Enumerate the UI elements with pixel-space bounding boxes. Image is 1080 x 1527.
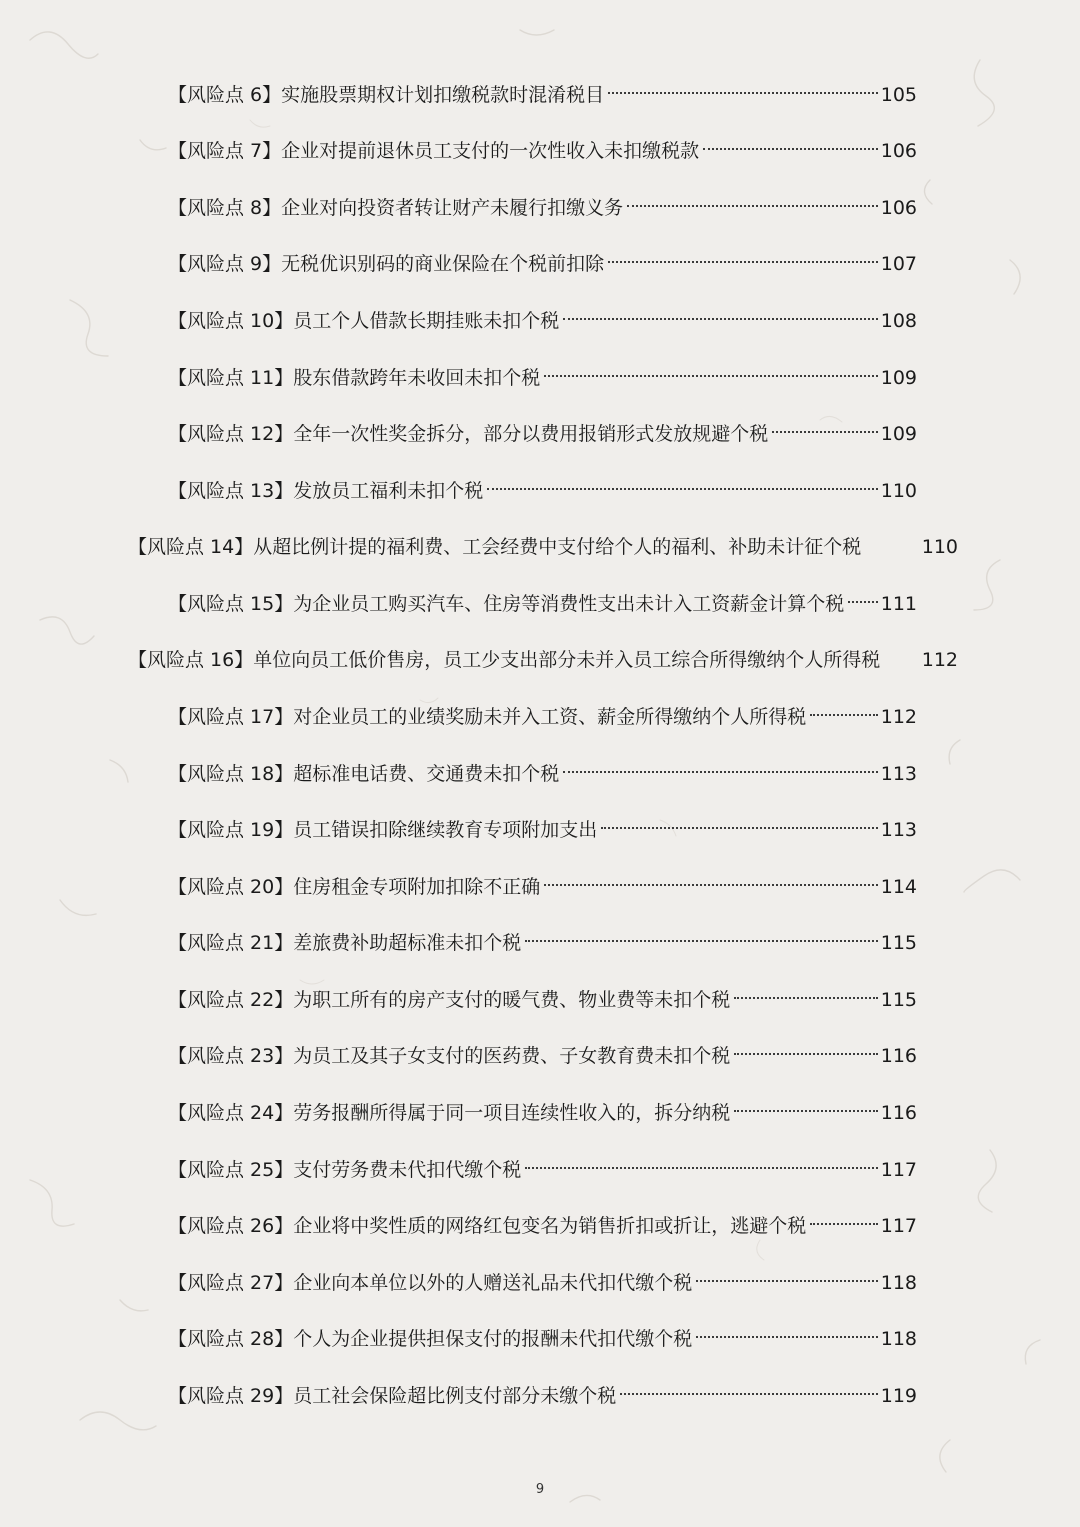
toc-entry-title: 【风险点 15】为企业员工购买汽车、住房等消费性支出未计入工资薪金计算个税: [168, 593, 845, 615]
toc-entry[interactable]: [168, 1154, 917, 1186]
toc-entry-page: 106: [880, 140, 917, 162]
toc-entry-title: 【风险点 16】单位向员工低价售房，员工少支出部分未并入员工综合所得缴纳个人所得税: [128, 649, 881, 671]
dot-leader: [886, 658, 916, 659]
toc-entry-title: 【风险点 29】员工社会保险超比例支付部分未缴个税: [168, 1385, 617, 1407]
toc-entry-title: 【风险点 7】企业对提前退休员工支付的一次性收入未扣缴税款: [168, 140, 700, 162]
toc-entry[interactable]: [168, 1380, 917, 1412]
toc-entry-page: 118: [880, 1328, 917, 1350]
dot-leader: [620, 1392, 878, 1395]
toc-entry-page: 114: [880, 876, 917, 898]
dot-leader: [810, 713, 878, 716]
toc-entry-page: 108: [880, 310, 917, 332]
toc-entry-title: 【风险点 11】股东借款跨年未收回未扣个税: [168, 367, 541, 389]
toc-entry-title: 【风险点 24】劳务报酬所得属于同一项目连续性收入的，拆分纳税: [168, 1102, 731, 1124]
dot-leader: [696, 1335, 878, 1338]
toc-entry[interactable]: [168, 135, 917, 167]
dot-leader: [608, 91, 878, 94]
toc-entry[interactable]: [168, 362, 917, 394]
toc-entry[interactable]: [168, 588, 917, 620]
toc-entry-page: 110: [880, 480, 917, 502]
dot-leader: [525, 939, 878, 942]
toc-entry-title: 【风险点 18】超标准电话费、交通费未扣个税: [168, 763, 560, 785]
toc-entry-page: 113: [880, 819, 917, 841]
dot-leader: [544, 374, 878, 377]
dot-leader: [734, 1052, 878, 1055]
toc-entry[interactable]: [168, 814, 917, 846]
dot-leader: [848, 600, 878, 603]
toc-entry-title: 【风险点 28】个人为企业提供担保支付的报酬未代扣代缴个税: [168, 1328, 693, 1350]
toc-entry[interactable]: [168, 1267, 917, 1299]
dot-leader: [487, 487, 878, 490]
toc-entry[interactable]: [128, 531, 958, 563]
toc-entry-page: 106: [880, 197, 917, 219]
toc-entry-title: 【风险点 6】实施股票期权计划扣缴税款时混淆税目: [168, 84, 605, 106]
toc-entry-title: 【风险点 21】差旅费补助超标准未扣个税: [168, 932, 522, 954]
toc-entry-page: 115: [880, 932, 917, 954]
toc-entry-page: 111: [880, 593, 917, 615]
toc-entry-title: 【风险点 8】企业对向投资者转让财产未履行扣缴义务: [168, 197, 624, 219]
toc-entry-title: 【风险点 27】企业向本单位以外的人赠送礼品未代扣代缴个税: [168, 1272, 693, 1294]
toc-entry-title: 【风险点 19】员工错误扣除继续教育专项附加支出: [168, 819, 598, 841]
toc-entry[interactable]: [168, 248, 917, 280]
dot-leader: [734, 1109, 878, 1112]
dot-leader: [627, 204, 878, 207]
toc-entry-title: 【风险点 26】企业将中奖性质的网络红包变名为销售折扣或折让，逃避个税: [168, 1215, 807, 1237]
dot-leader: [563, 317, 878, 320]
toc-entry-page: 117: [880, 1215, 917, 1237]
toc-entry-title: 【风险点 20】住房租金专项附加扣除不正确: [168, 876, 541, 898]
toc-entry-title: 【风险点 9】无税优识别码的商业保险在个税前扣除: [168, 253, 605, 275]
dot-leader: [525, 1166, 878, 1169]
toc-entry[interactable]: [168, 1040, 917, 1072]
dot-leader: [810, 1222, 878, 1225]
toc-entry-title: 【风险点 14】从超比例计提的福利费、工会经费中支付给个人的福利、补助未计征个税: [128, 536, 862, 558]
toc-entry[interactable]: [168, 927, 917, 959]
toc-entry[interactable]: [168, 758, 917, 790]
toc-entry-page: 113: [880, 763, 917, 785]
toc-entry-title: 【风险点 22】为职工所有的房产支付的暖气费、物业费等未扣个税: [168, 989, 731, 1011]
toc-entry[interactable]: [168, 871, 917, 903]
toc-entry[interactable]: [168, 1323, 917, 1355]
toc-entry-title: 【风险点 17】对企业员工的业绩奖励未并入工资、薪金所得缴纳个人所得税: [168, 706, 807, 728]
dot-leader: [563, 770, 878, 773]
toc-entry[interactable]: [168, 984, 917, 1016]
toc-entry-title: 【风险点 25】支付劳务费未代扣代缴个税: [168, 1159, 522, 1181]
toc-entry-page: 109: [880, 367, 917, 389]
dot-leader: [696, 1279, 878, 1282]
toc-entry-page: 117: [880, 1159, 917, 1181]
dot-leader: [772, 430, 878, 433]
toc-entry-page: 109: [880, 423, 917, 445]
toc-entry[interactable]: [168, 475, 917, 507]
toc-entry-page: 115: [880, 989, 917, 1011]
toc-entry-page: 118: [880, 1272, 917, 1294]
toc-entry[interactable]: [168, 1210, 917, 1242]
toc-entry[interactable]: [168, 305, 917, 337]
dot-leader: [867, 545, 916, 546]
page-number: 9: [535, 1482, 545, 1497]
toc-entry-page: 116: [880, 1045, 917, 1067]
toc-entry[interactable]: [168, 192, 917, 224]
toc-entry[interactable]: [168, 79, 917, 111]
dot-leader: [608, 260, 878, 263]
toc-entry-title: 【风险点 12】全年一次性奖金拆分，部分以费用报销形式发放规避个税: [168, 423, 769, 445]
toc-entry-title: 【风险点 13】发放员工福利未扣个税: [168, 480, 484, 502]
toc-entry[interactable]: [168, 701, 917, 733]
toc-entry[interactable]: [168, 418, 917, 450]
toc-entry-page: 110: [921, 536, 958, 558]
dot-leader: [601, 826, 878, 829]
dot-leader: [703, 147, 878, 150]
dot-leader: [544, 883, 878, 886]
toc-entry-title: 【风险点 10】员工个人借款长期挂账未扣个税: [168, 310, 560, 332]
toc-entry-page: 107: [880, 253, 917, 275]
toc-entry-title: 【风险点 23】为员工及其子女支付的医药费、子女教育费未扣个税: [168, 1045, 731, 1067]
toc-entry[interactable]: [128, 644, 958, 676]
toc-entry-page: 119: [880, 1385, 917, 1407]
toc-entry-page: 112: [880, 706, 917, 728]
dot-leader: [734, 996, 878, 999]
toc-entry-page: 116: [880, 1102, 917, 1124]
toc-entry-page: 105: [880, 84, 917, 106]
toc-entry[interactable]: [168, 1097, 917, 1129]
toc-entry-page: 112: [921, 649, 958, 671]
